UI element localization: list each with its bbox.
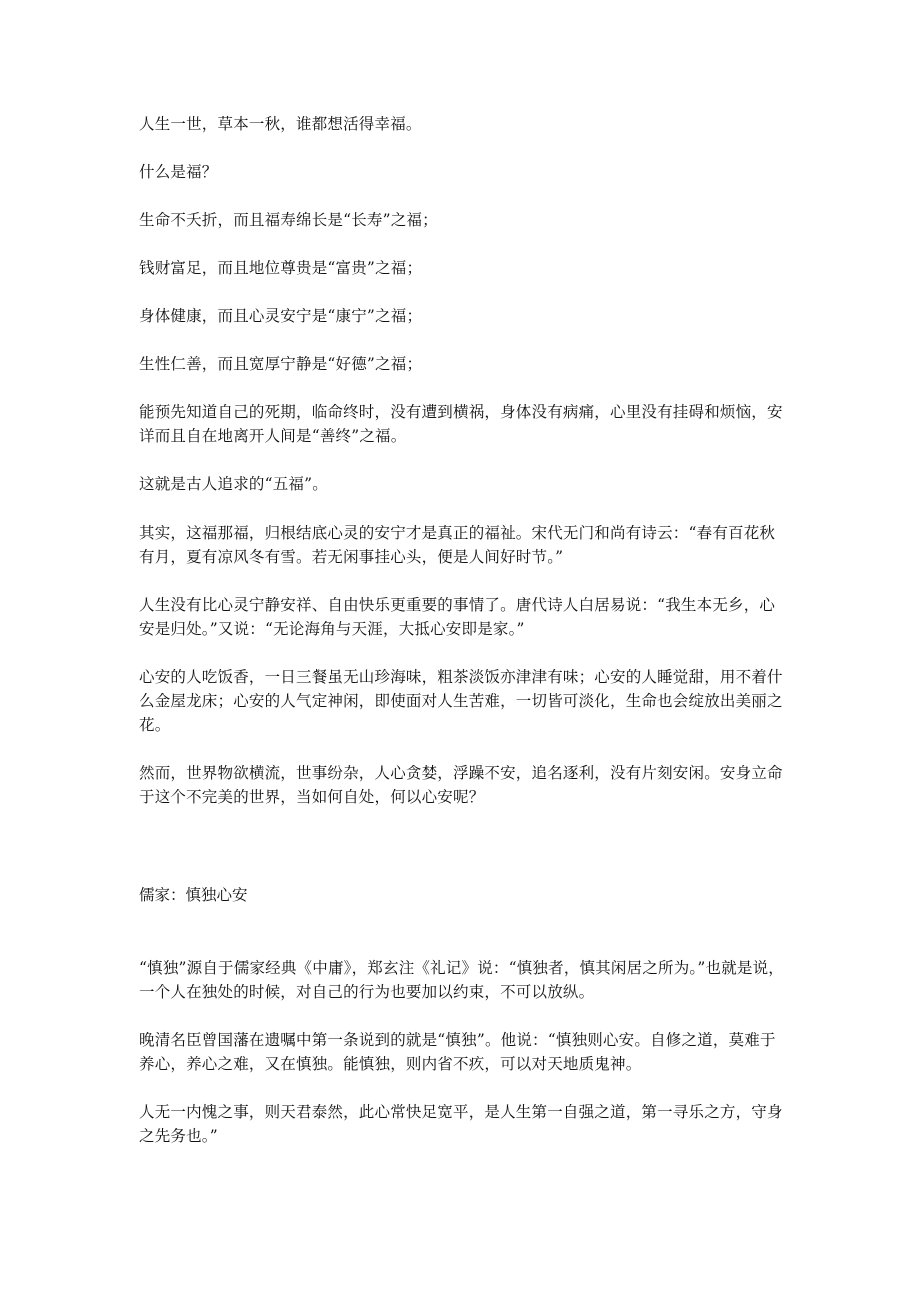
paragraph: 能预先知道自己的死期，临命终时，没有遭到横祸，身体没有病痛，心里没有挂碍和烦恼，安详而且自在地离开人间是“善终”之福。 (139, 403, 783, 445)
paragraph: “慎独”源自于儒家经典《中庸》，郑玄注《礼记》说：“慎独者，慎其闲居之所为。”也就是说，一个人在独处的时候，对自己的行为也要加以约束，不可以放纵。 (139, 959, 784, 1001)
paragraph: 身体健康，而且心灵安宁是“康宁”之福； (139, 307, 423, 325)
paragraph: 这就是古人追求的“五福”。 (139, 475, 328, 493)
paragraph: 其实，这福那福，归根结底心灵的安宁才是真正的福祉。宋代无门和尚有诗云：“春有百花秋有月，夏有凉风冬有雪。若无闲事挂心头，便是人间好时节。” (139, 524, 776, 566)
paragraph: 钱财富足，而且地位尊贵是“富贵”之福； (139, 259, 423, 277)
paragraph: 心安的人吃饭香，一日三餐虽无山珍海味，粗茶淡饭亦津津有味；心安的人睡觉甜，用不着什么金屋龙床；心安的人气定神闲，即使面对人生苦难，一切皆可淡化，生命也会绽放出美丽之花。 (139, 668, 783, 734)
paragraph: 生命不夭折，而且福寿绵长是“长寿”之福； (139, 211, 438, 229)
paragraph: 人生没有比心灵宁静安祥、自由快乐更重要的事情了。唐代诗人白居易说：“我生本无乡，心安是归处。”又说：“无论海角与天涯，大抵心安即是家。” (139, 596, 776, 638)
paragraph: 人生一世，草本一秋，谁都想活得幸福。 (139, 115, 422, 133)
paragraph: 然而，世界物欲横流，世事纷杂，人心贪婪，浮躁不安，追名逐利，没有片刻安闲。安身立命于这个不完美的世界，当如何自处，何以心安呢？ (139, 764, 783, 806)
paragraph: 人无一内愧之事，则天君泰然，此心常快足宽平，是人生第一自强之道，第一寻乐之方，守身之先务也。” (139, 1103, 783, 1145)
paragraph: 晚清名臣曾国藩在遗嘱中第一条说到的就是“慎独”。他说：“慎独则心安。自修之道，莫难于养心，养心之难，又在慎独。能慎独，则内省不疚，可以对天地质鬼神。 (139, 1031, 776, 1073)
paragraph: 生性仁善，而且宽厚宁静是“好德”之福； (139, 355, 423, 373)
paragraph: 什么是福？ (139, 163, 218, 181)
section-heading: 儒家：慎独心安 (139, 886, 248, 904)
